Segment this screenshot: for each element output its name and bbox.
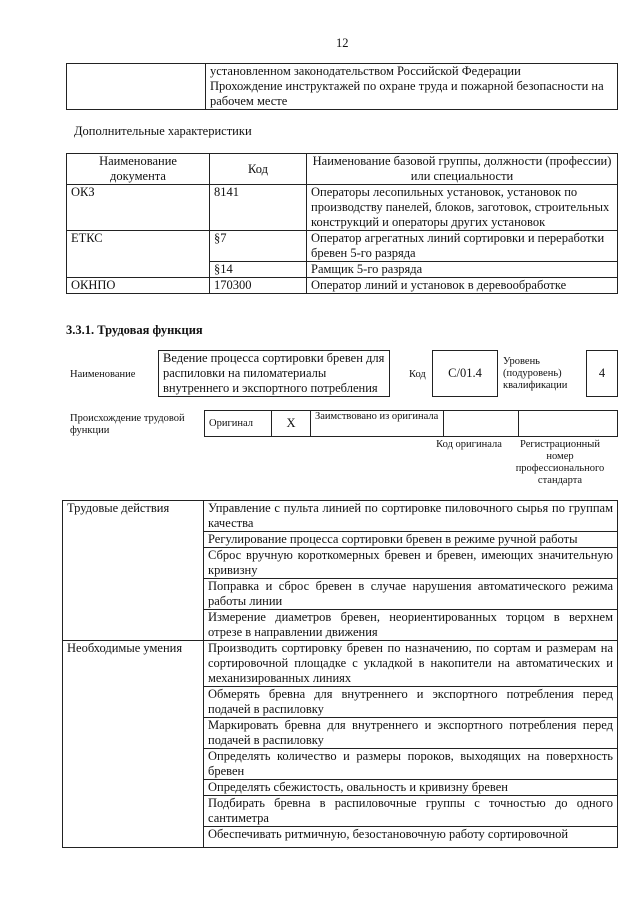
section-title: 3.3.1. Трудовая функция bbox=[66, 323, 203, 337]
char-name: Оператор линий и установок в деревообработке bbox=[307, 278, 618, 294]
function-code-value: C/01.4 bbox=[448, 366, 482, 380]
original-mark: X bbox=[272, 411, 311, 437]
registration-number-cell bbox=[519, 411, 618, 437]
skill-item: Производить сортировку бревен по назначению, по сортам и размерам на сортировочной площадке с укладкой в накопители на автоматических и механизированных линиях bbox=[204, 641, 618, 687]
action-item: Поправка и сброс бревен в случае нарушения автоматического режима работы линии bbox=[204, 579, 618, 610]
main-table bbox=[62, 500, 618, 848]
continuation-cell bbox=[206, 64, 618, 110]
action-item: Регулирование процесса сортировки бревен в режиме ручной работы bbox=[204, 532, 618, 548]
skill-item: Определять сбежистость, овальность и кривизну бревен bbox=[204, 780, 618, 796]
actions-label: Трудовые действия bbox=[63, 501, 204, 641]
code-caption: Код оригинала bbox=[436, 439, 502, 450]
skill-item: Маркировать бревна для внутреннего и экспортного потребления перед подачей в распиловку bbox=[204, 718, 618, 749]
function-name-box bbox=[158, 350, 390, 397]
function-name-value: Ведение процесса сортировки бревен для распиловки на пиломатериалы внутреннего и экспортного потребления bbox=[163, 351, 385, 395]
level-box bbox=[586, 350, 618, 397]
name-label: Наименование bbox=[70, 369, 136, 380]
action-item: Управление с пульта линией по сортировке пиловочного сырья по группам качества bbox=[204, 501, 618, 532]
borrowed-label: Заимствовано из оригинала bbox=[311, 411, 444, 437]
continuation-line-2: Прохождение инструктажей по охране труда и пожарной безопасности на рабочем месте bbox=[210, 79, 604, 108]
continuation-table bbox=[66, 63, 618, 110]
char-row bbox=[67, 278, 618, 294]
skills-label: Необходимые умения bbox=[63, 641, 204, 848]
action-item: Измерение диаметров бревен, неориентированных торцом в верхнем отрезе в направлении движения bbox=[204, 610, 618, 641]
char-name: Оператор агрегатных линий сортировки и переработки бревен 5-го разряда bbox=[307, 231, 618, 262]
skill-row bbox=[63, 641, 618, 687]
level-value: 4 bbox=[598, 366, 606, 380]
char-code: §14 bbox=[210, 262, 307, 278]
characteristics-table bbox=[66, 153, 618, 294]
char-doc: ЕТКС bbox=[67, 231, 210, 278]
char-code: 8141 bbox=[210, 185, 307, 231]
char-code: 170300 bbox=[210, 278, 307, 294]
origin-table bbox=[204, 410, 618, 437]
char-name: Рамщик 5-го разряда bbox=[307, 262, 618, 278]
function-code-box bbox=[432, 350, 498, 397]
char-code: §7 bbox=[210, 231, 307, 262]
code-label: Код bbox=[409, 369, 426, 380]
origin-label: Происхождение трудовой функции bbox=[70, 413, 185, 436]
char-name: Операторы лесопильных установок, установок по производству панелей, блоков, заготовок, строительных конструкций и операторы других установок bbox=[307, 185, 618, 231]
original-label: Оригинал bbox=[205, 411, 272, 437]
skill-item: Подбирать бревна в распиловочные группы с точностью до одного сантиметра bbox=[204, 796, 618, 827]
header-name: Наименование базовой группы, должности (профессии) или специальности bbox=[307, 154, 618, 185]
skill-item: Обеспечивать ритмичную, безостановочную работу сортировочной bbox=[204, 827, 618, 848]
skill-item: Определять количество и размеры пороков, выходящих на поверхность бревен bbox=[204, 749, 618, 780]
additional-heading: Дополнительные характеристики bbox=[74, 124, 252, 138]
continuation-line-1: установленном законодательством Российской Федерации bbox=[210, 64, 521, 78]
skill-item: Обмерять бревна для внутреннего и экспортного потребления перед подачей в распиловку bbox=[204, 687, 618, 718]
char-doc: ОКНПО bbox=[67, 278, 210, 294]
original-code-cell bbox=[444, 411, 519, 437]
level-label: Уровень (подуровень) квалификации bbox=[503, 356, 568, 391]
reg-caption: Регистрационный номер профессионального стандарта bbox=[515, 439, 605, 486]
header-code: Код bbox=[210, 154, 307, 185]
page-number: 12 bbox=[336, 36, 349, 50]
header-doc: Наименование документа bbox=[67, 154, 210, 185]
char-row bbox=[67, 185, 618, 231]
char-doc: ОКЗ bbox=[67, 185, 210, 231]
action-item: Сброс вручную короткомерных бревен и бревен, имеющих значительную кривизну bbox=[204, 548, 618, 579]
action-row bbox=[63, 501, 618, 532]
continuation-empty-cell bbox=[67, 64, 206, 110]
char-row bbox=[67, 231, 618, 262]
